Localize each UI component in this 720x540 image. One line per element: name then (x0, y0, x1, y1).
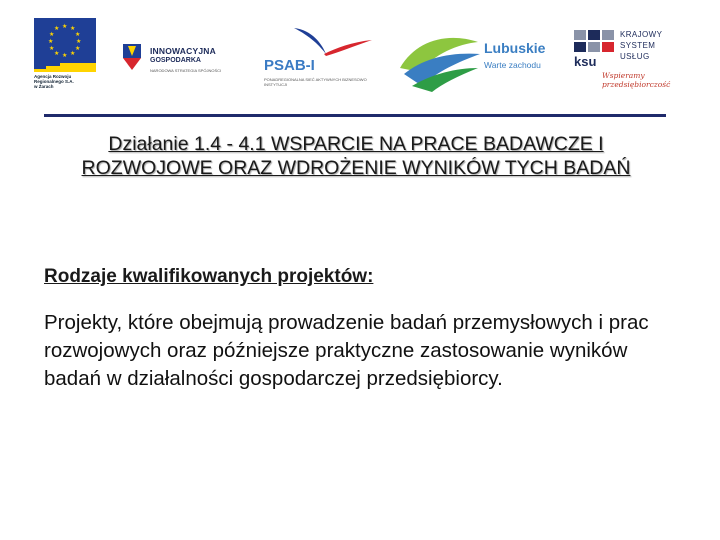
body-paragraph: Projekty, które obejmują prowadzenie badań przemysłowych i prac rozwojowych oraz późniejsze praktyczne zastosowanie wyników badań w działalności gospodarczej przedsiębiorcy. (44, 311, 649, 390)
psab-subtitle: PONADREGIONALNA SIEĆ AKTYWNYCH BIZNESOWO INSTYTUCJI (264, 77, 367, 87)
innovation-flag-icon (120, 40, 144, 74)
ksu-line1: KRAJOWY (620, 30, 663, 39)
stairs-icon (34, 62, 96, 72)
ksu-acronym: ksu (574, 54, 597, 69)
lubuskie-title: Lubuskie (484, 40, 546, 56)
gospodarka-text: GOSPODARKA (150, 57, 201, 64)
innowacyjna-text: INNOWACYJNA (150, 46, 216, 56)
innowacyjna-gospodarka-logo (120, 38, 240, 82)
psab-swoosh-icon (264, 24, 374, 58)
ksu-logo (572, 28, 682, 89)
lubuskie-logo (398, 28, 550, 92)
section-subheading: Rodzaje kwalifikowanych projektów: (44, 266, 374, 287)
ksu-line2: SYSTEM (620, 41, 656, 50)
lubuskie-tagline: Warte zachodu (484, 60, 541, 70)
lubuskie-landscape-icon (398, 28, 482, 92)
logo-bar (0, 0, 720, 110)
arr-logo (34, 18, 96, 94)
slide-heading: Działanie 1.4 - 4.1 WSPARCIE NA PRACE BADAWCZE I ROZWOJOWE ORAZ WDROŻENIE WYNIKÓW TYCH BADAŃ (81, 133, 631, 179)
strategy-text: NARODOWA STRATEGIA SPÓJNOŚCI (150, 68, 222, 73)
psab-title: PSAB-I (264, 57, 315, 74)
psab-logo (256, 24, 376, 94)
ksu-signature: Wspieramy przedsiębiorczość (602, 71, 671, 89)
header-divider (44, 114, 666, 117)
ksu-line3: USŁUG (620, 52, 650, 61)
ksu-grid-icon (574, 30, 616, 54)
eu-flag-icon: ★ ★ ★ ★ ★ ★ ★ ★ ★ ★ ★ ★ (34, 18, 96, 62)
arr-name: Agencja Rozwoju Regionalnego S.A. w Żarach (34, 74, 74, 89)
